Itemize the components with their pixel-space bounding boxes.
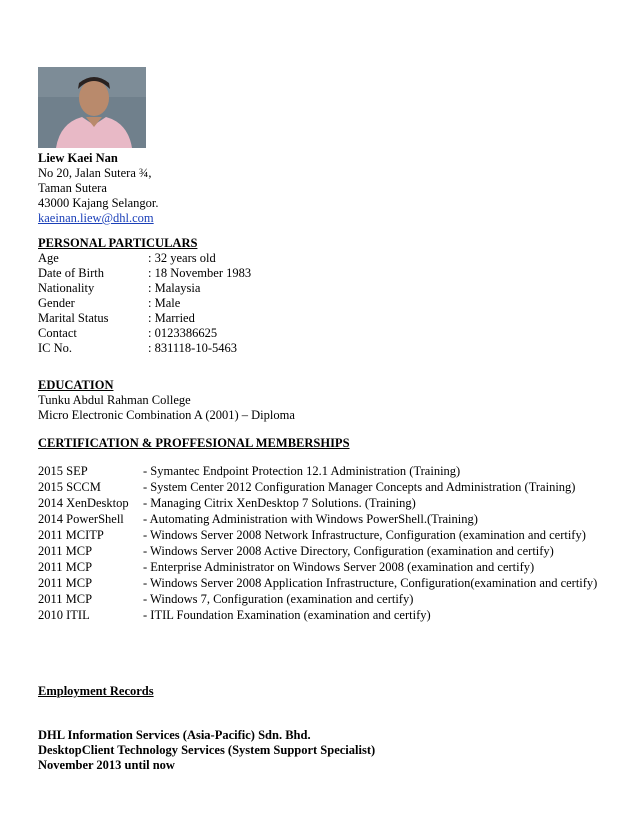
certification-heading: CERTIFICATION & PROFFESIONAL MEMBERSHIPS bbox=[38, 436, 350, 450]
cert-year: 2014 XenDesktop bbox=[38, 496, 129, 510]
address-line: Taman Sutera bbox=[38, 181, 107, 195]
personal-label: Gender bbox=[38, 296, 75, 310]
personal-value: : 18 November 1983 bbox=[148, 266, 252, 280]
personal-label: IC No. bbox=[38, 341, 73, 355]
personal-heading: PERSONAL PARTICULARS bbox=[38, 236, 198, 250]
personal-value: : 32 years old bbox=[148, 251, 216, 265]
personal-label: Nationality bbox=[38, 281, 95, 295]
personal-value: : 0123386625 bbox=[148, 326, 218, 340]
employment-period: November 2013 until now bbox=[38, 758, 175, 772]
employer-name: DHL Information Services (Asia-Pacific) Sdn. Bhd. bbox=[38, 728, 311, 742]
cert-year: 2011 MCP bbox=[38, 576, 93, 590]
personal-label: Age bbox=[38, 251, 59, 265]
candidate-name: Liew Kaei Nan bbox=[38, 151, 118, 165]
cert-year: 2011 MCP bbox=[38, 592, 93, 606]
cert-desc: - Windows Server 2008 Application Infrastructure, Configuration(examination and certify) bbox=[143, 576, 598, 590]
cert-year: 2011 MCP bbox=[38, 560, 93, 574]
cert-desc: - System Center 2012 Configuration Manager Concepts and Administration (Training) bbox=[143, 480, 576, 494]
cert-year: 2010 ITIL bbox=[38, 608, 90, 622]
cert-desc: - Managing Citrix XenDesktop 7 Solutions. (Training) bbox=[143, 496, 416, 510]
cert-desc: - ITIL Foundation Examination (examination and certify) bbox=[143, 608, 431, 622]
personal-value: : Married bbox=[148, 311, 195, 325]
cert-desc: - Automating Administration with Windows PowerShell.(Training) bbox=[143, 512, 478, 526]
education-heading: EDUCATION bbox=[38, 378, 114, 392]
address-line: 43000 Kajang Selangor. bbox=[38, 196, 159, 210]
personal-value: : 831118-10-5463 bbox=[148, 341, 237, 355]
personal-label: Date of Birth bbox=[38, 266, 104, 280]
personal-label: Contact bbox=[38, 326, 77, 340]
education-line: Micro Electronic Combination A (2001) – Diploma bbox=[38, 408, 295, 422]
profile-photo-image bbox=[38, 67, 146, 148]
education-line: Tunku Abdul Rahman College bbox=[38, 393, 191, 407]
cert-desc: - Windows 7, Configuration (examination and certify) bbox=[143, 592, 414, 606]
personal-value: : Male bbox=[148, 296, 181, 310]
cert-year: 2011 MCP bbox=[38, 544, 93, 558]
cert-year: 2011 MCITP bbox=[38, 528, 104, 542]
employment-heading: Employment Records bbox=[38, 684, 154, 698]
job-title: DesktopClient Technology Services (System Support Specialist) bbox=[38, 743, 376, 757]
cert-desc: - Symantec Endpoint Protection 12.1 Administration (Training) bbox=[143, 464, 461, 478]
cert-desc: - Enterprise Administrator on Windows Server 2008 (examination and certify) bbox=[143, 560, 535, 574]
email-link[interactable]: kaeinan.liew@dhl.com bbox=[38, 211, 154, 225]
cert-desc: - Windows Server 2008 Network Infrastructure, Configuration (examination and certify) bbox=[143, 528, 586, 542]
cert-year: 2015 SCCM bbox=[38, 480, 101, 494]
personal-value: : Malaysia bbox=[148, 281, 201, 295]
personal-label: Marital Status bbox=[38, 311, 109, 325]
address-line: No 20, Jalan Sutera ¾, bbox=[38, 166, 152, 180]
cert-desc: - Windows Server 2008 Active Directory, Configuration (examination and certify) bbox=[143, 544, 554, 558]
cert-year: 2014 PowerShell bbox=[38, 512, 124, 526]
profile-photo bbox=[38, 67, 146, 148]
cert-year: 2015 SEP bbox=[38, 464, 88, 478]
